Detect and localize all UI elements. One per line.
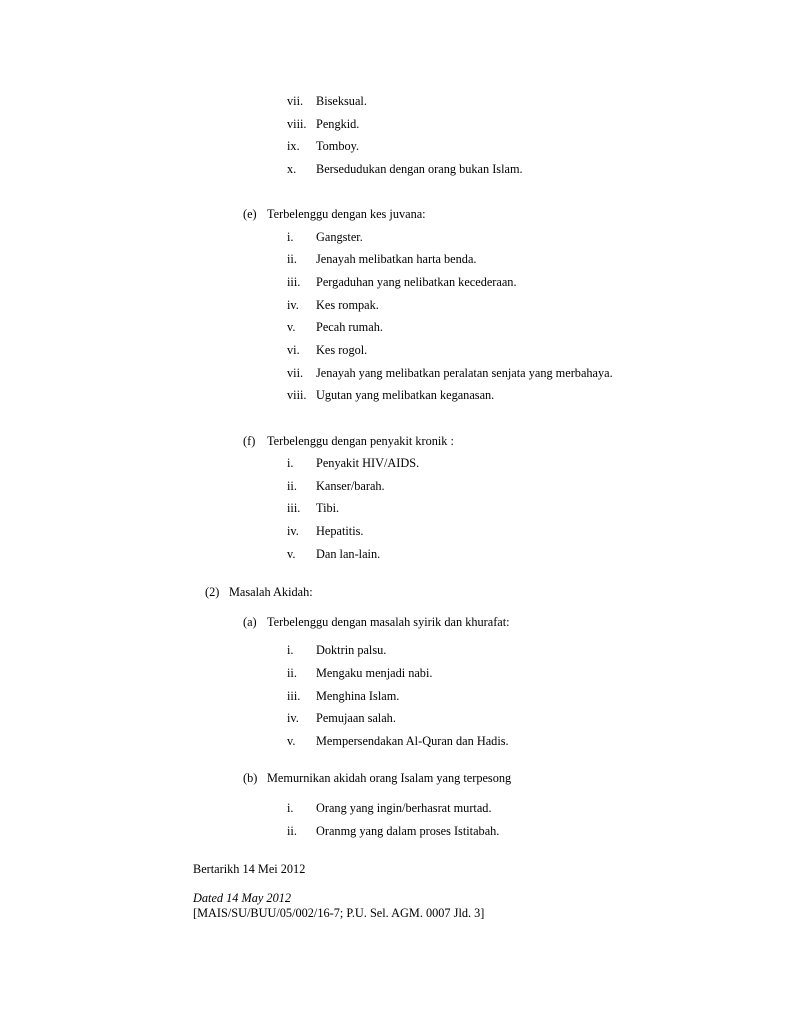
item-number: iii. — [287, 275, 301, 289]
item-text: Kes rogol. — [316, 343, 368, 357]
item-number: v. — [287, 734, 296, 748]
item-number: vii. — [287, 366, 304, 380]
item-number: i. — [287, 230, 294, 244]
item-text: Orang yang ingin/berhasrat murtad. — [316, 801, 492, 815]
item-text: Tibi. — [316, 501, 340, 515]
section-heading: Terbelenggu dengan penyakit kronik : — [267, 434, 454, 448]
item-text: Pecah rumah. — [316, 320, 383, 334]
item-number: i. — [287, 456, 294, 470]
section-label: (f) — [243, 434, 256, 448]
item-text: Penyakit HIV/AIDS. — [316, 456, 420, 470]
section-heading: Terbelenggu dengan masalah syirik dan khurafat: — [267, 615, 510, 629]
item-text: Gangster. — [316, 230, 363, 244]
date-malay: Bertarikh 14 Mei 2012 — [193, 862, 306, 876]
item-text: Kes rompak. — [316, 298, 379, 312]
item-number: iv. — [287, 711, 299, 725]
section-label: (b) — [243, 771, 258, 785]
part-heading: Masalah Akidah: — [229, 585, 313, 599]
item-number: iii. — [287, 689, 301, 703]
item-text: Mengaku menjadi nabi. — [316, 666, 433, 680]
item-number: iv. — [287, 524, 299, 538]
item-number: ii. — [287, 479, 297, 493]
item-text: Pemujaan salah. — [316, 711, 396, 725]
item-text: Hepatitis. — [316, 524, 364, 538]
item-text: Pengkid. — [316, 117, 360, 131]
item-number: vii. — [287, 94, 304, 108]
item-number: x. — [287, 162, 297, 176]
date-english: Dated 14 May 2012 — [193, 891, 292, 905]
item-text: Bersedudukan dengan orang bukan Islam. — [316, 162, 523, 176]
section-label: (e) — [243, 207, 257, 221]
section-heading: Memurnikan akidah orang Isalam yang terpesong — [267, 771, 512, 785]
item-text: Oranmg yang dalam proses Istitabah. — [316, 824, 500, 838]
item-number: ix. — [287, 139, 300, 153]
item-text: Ugutan yang melibatkan keganasan. — [316, 388, 495, 402]
item-number: viii. — [287, 117, 307, 131]
item-text: Doktrin palsu. — [316, 643, 387, 657]
item-text: Mempersendakan Al-Quran dan Hadis. — [316, 734, 509, 748]
part-label: (2) — [205, 585, 220, 599]
item-number: vi. — [287, 343, 300, 357]
item-number: i. — [287, 643, 294, 657]
item-text: Tomboy. — [316, 139, 360, 153]
item-text: Menghina Islam. — [316, 689, 400, 703]
item-text: Kanser/barah. — [316, 479, 385, 493]
item-number: ii. — [287, 252, 297, 266]
item-number: viii. — [287, 388, 307, 402]
item-text: Pergaduhan yang nelibatkan kecederaan. — [316, 275, 517, 289]
item-text: Dan lan-lain. — [316, 547, 381, 561]
item-number: v. — [287, 547, 296, 561]
item-text: Biseksual. — [316, 94, 367, 108]
reference-number: [MAIS/SU/BUU/05/002/16-7; P.U. Sel. AGM. 0007 Jld. 3] — [193, 906, 485, 920]
item-text: Jenayah melibatkan harta benda. — [316, 252, 477, 266]
item-number: iv. — [287, 298, 299, 312]
item-number: v. — [287, 320, 296, 334]
item-number: ii. — [287, 824, 297, 838]
item-text: Jenayah yang melibatkan peralatan senjata yang merbahaya. — [316, 366, 613, 380]
item-number: i. — [287, 801, 294, 815]
section-heading: Terbelenggu dengan kes juvana: — [267, 207, 426, 221]
item-number: ii. — [287, 666, 297, 680]
section-label: (a) — [243, 615, 257, 629]
item-number: iii. — [287, 501, 301, 515]
